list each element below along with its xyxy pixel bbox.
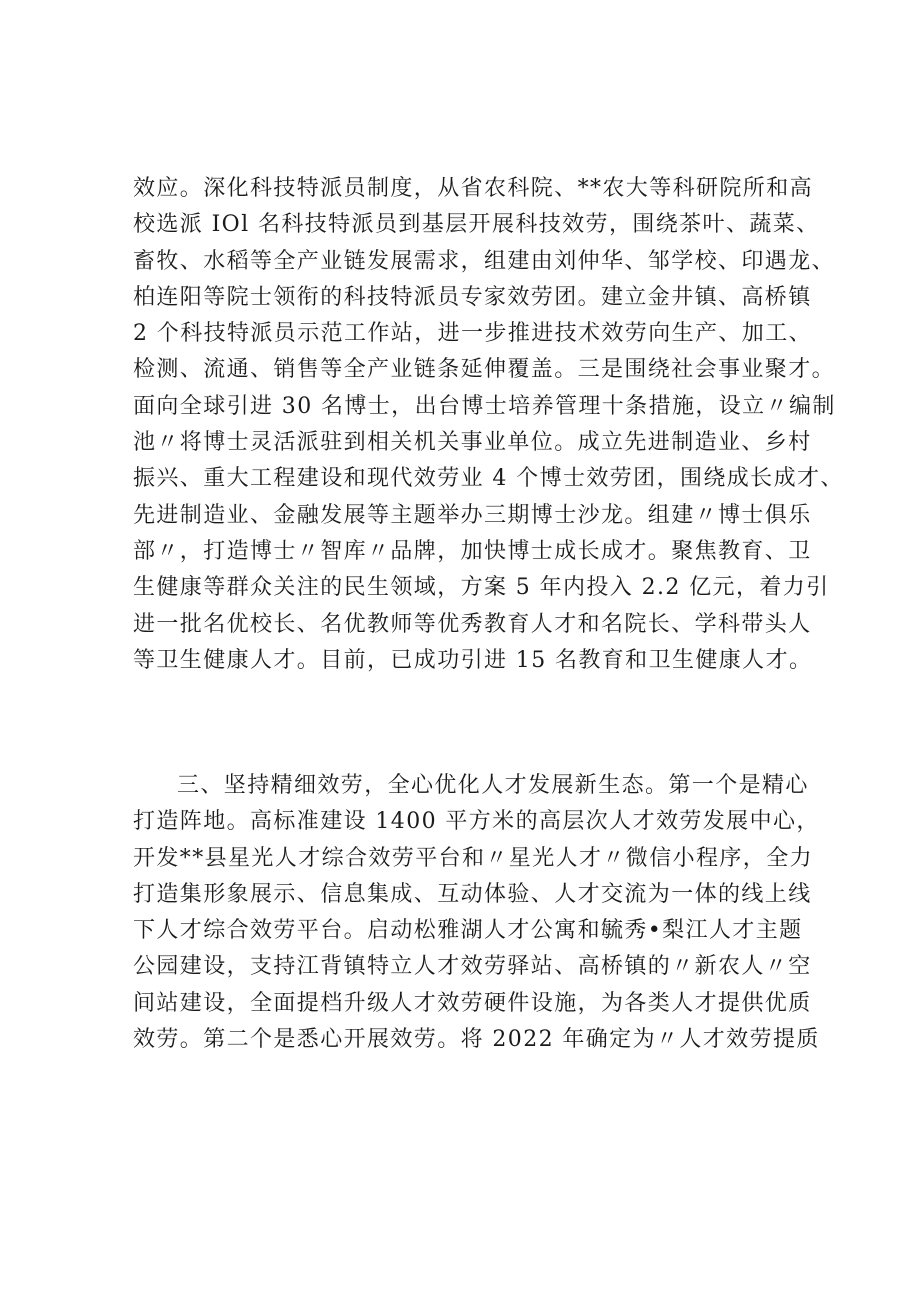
text-line: 间站建设，全面提档升级人才效劳硬件设施，为各类人才提供优质 bbox=[133, 990, 812, 1016]
body-paragraph bbox=[133, 171, 844, 679]
text-line: 生健康等群众关注的民生领域，方案 5 年内投入 2.2 亿元，着力引 bbox=[133, 575, 830, 601]
text-line: 检测、流通、销售等全产业链条延伸覆盖。三是围绕社会事业聚才。 bbox=[133, 357, 836, 383]
text-line: 效劳。第二个是悉心开展效劳。将 2022 年确定为〃人才效劳提质 bbox=[133, 1027, 820, 1053]
section-paragraph bbox=[133, 768, 820, 1058]
text-line: 效应。深化科技特派员制度，从省农科院、**农大等科研院所和高 bbox=[133, 176, 814, 201]
text-line: 部〃，打造博士〃智库〃品牌，加快博士成长成才。聚焦教育、卫 bbox=[133, 538, 812, 564]
text-line: 校选派 IOl 名科技特派员到基层开展科技效劳，围绕茶叶、蔬菜、 bbox=[133, 212, 820, 238]
text-line: 先进制造业、金融发展等主题举办三期博士沙龙。组建〃博士俱乐 bbox=[133, 502, 812, 528]
text-line: 2 个科技特派员示范工作站，进一步推进技术效劳向生产、加工、 bbox=[133, 321, 812, 347]
text-line: 公园建设，支持江背镇特立人才效劳驿站、高桥镇的〃新农人〃空 bbox=[133, 954, 812, 980]
text-line: 开发**县星光人才综合效劳平台和〃星光人才〃微信小程序，全力 bbox=[133, 845, 814, 871]
text-line: 畜牧、水稻等全产业链发展需求，组建由刘仲华、邹学校、印遇龙、 bbox=[133, 248, 836, 274]
text-line: 打造阵地。高标准建设 1400 平方米的高层次人才效劳发展中心， bbox=[133, 809, 820, 835]
text-line: 面向全球引进 30 名博士，出台博士培养管理十条措施，设立〃编制 bbox=[133, 393, 836, 419]
text-line: 柏连阳等院士领衔的科技特派员专家效劳团。建立金井镇、高桥镇 bbox=[133, 284, 812, 310]
text-line: 进一批名优校长、名优教师等优秀教育人才和名院长、学科带头人 bbox=[133, 611, 812, 637]
text-line: 下人才综合效劳平台。启动松雅湖人才公寓和毓秀•梨江人才主题 bbox=[133, 918, 803, 944]
text-line: 振兴、重大工程建设和现代效劳业 4 个博士效劳团，围绕成长成才、 bbox=[133, 466, 844, 492]
section-heading-line: 三、坚持精细效劳，全心优化人才发展新生态。第一个是精心 bbox=[177, 773, 809, 798]
text-line: 等卫生健康人才。目前，已成功引进 15 名教育和卫生健康人才。 bbox=[133, 647, 813, 673]
text-line: 打造集形象展示、信息集成、互动体验、人才交流为一体的线上线 bbox=[133, 881, 812, 907]
text-line: 池〃将博士灵活派驻到相关机关事业单位。成立先进制造业、乡村 bbox=[133, 430, 812, 456]
